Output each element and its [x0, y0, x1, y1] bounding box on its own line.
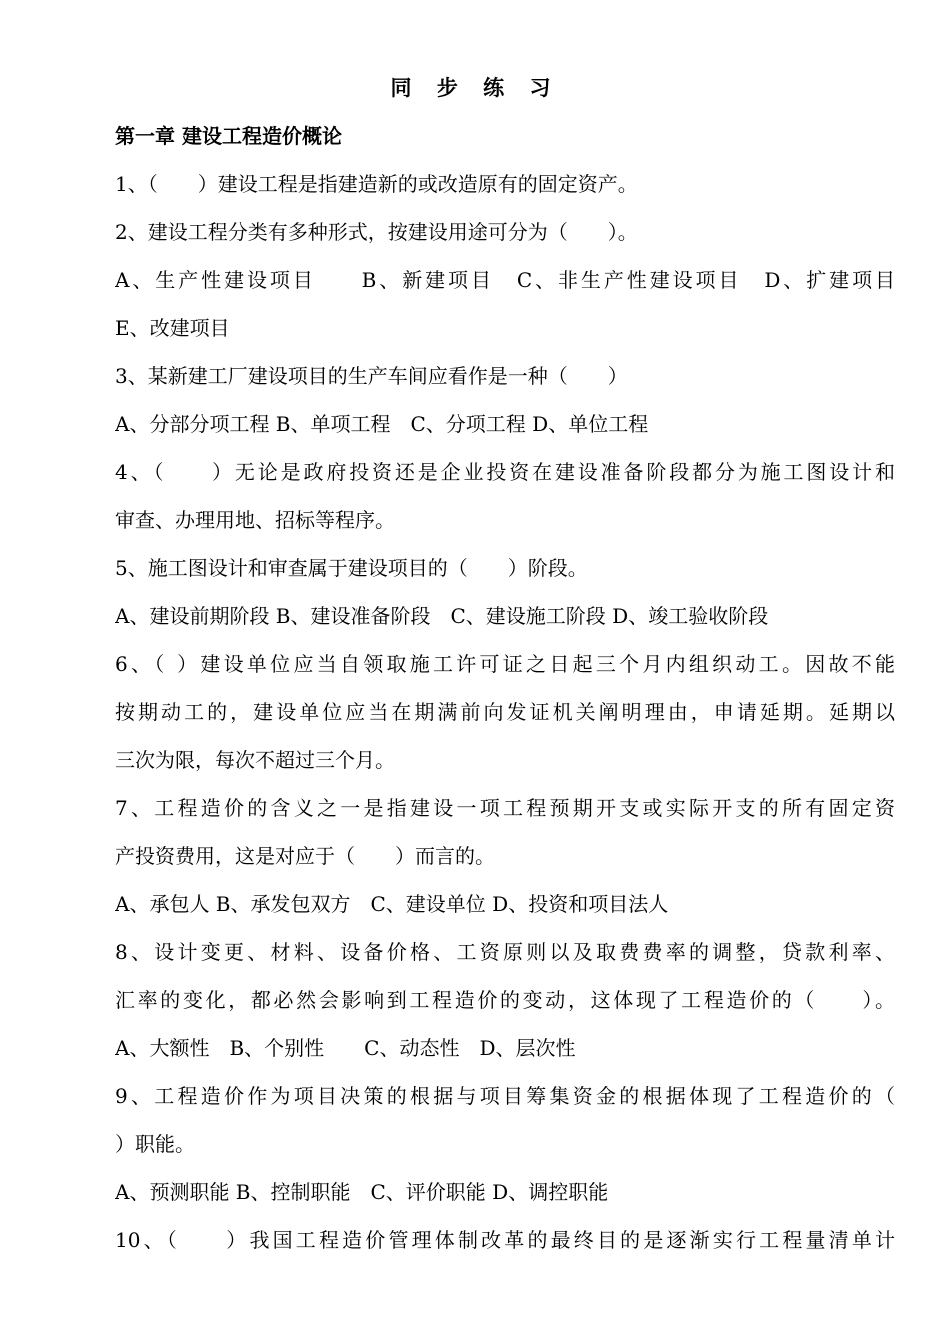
question-6-cont-2: 三次为限，每次不超过三个月。 [115, 748, 395, 772]
question-6: 6、（ ）建设单位应当自领取施工许可证之日起三个月内组织动工。因故不能 [115, 652, 895, 676]
question-8-cont: 汇率的变化，都必然会影响到工程造价的变动，这体现了工程造价的（ ）。 [115, 988, 895, 1012]
question-2: 2、建设工程分类有多种形式，按建设用途可分为（ ）。 [115, 220, 638, 244]
question-2-options-cont: E、改建项目 [115, 316, 230, 340]
question-6-cont: 按期动工的，建设单位应当在期满前向发证机关阐明理由，申请延期。延期以 [115, 700, 895, 724]
question-3: 3、某新建工厂建设项目的生产车间应看作是一种（ ） [115, 364, 628, 388]
question-9-options: A、预测职能 B、控制职能 C、评价职能 D、调控职能 [115, 1180, 609, 1204]
question-4: 4、（ ）无论是政府投资还是企业投资在建设准备阶段都分为施工图设计和 [115, 460, 895, 484]
question-10: 10、（ ）我国工程造价管理体制改革的最终目的是逐渐实行工程量清单计 [115, 1228, 895, 1252]
question-8-options: A、大额性 B、个别性 C、动态性 D、层次性 [115, 1036, 576, 1060]
question-8: 8、设计变更、材料、设备价格、工资原则以及取费费率的调整，贷款利率、 [115, 940, 895, 964]
question-2-options: A、生产性建设项目 B、新建项目 C、非生产性建设项目 D、扩建项目 [115, 268, 895, 292]
question-5-options: A、建设前期阶段 B、建设准备阶段 C、建设施工阶段 D、竣工验收阶段 [115, 604, 769, 628]
chapter-heading: 第一章 建设工程造价概论 [115, 124, 342, 148]
question-7-cont: 产投资费用，这是对应于（ ）而言的。 [115, 844, 495, 868]
question-3-options: A、分部分项工程 B、单项工程 C、分项工程 D、单位工程 [115, 412, 649, 436]
question-4-cont: 审查、办理用地、招标等程序。 [115, 508, 395, 532]
question-9: 9、工程造价作为项目决策的根据与项目筹集资金的根据体现了工程造价的（ [115, 1084, 895, 1108]
question-9-cont: ）职能。 [115, 1132, 195, 1156]
page-title: 同 步 练 习 [390, 75, 560, 100]
question-7: 7、工程造价的含义之一是指建设一项工程预期开支或实际开支的所有固定资 [115, 796, 895, 820]
question-1: 1、（ ）建设工程是指建造新的或改造原有的固定资产。 [115, 172, 638, 196]
question-5: 5、施工图设计和审查属于建设项目的（ ）阶段。 [115, 556, 588, 580]
question-7-options: A、承包人 B、承发包双方 C、建设单位 D、投资和项目法人 [115, 892, 669, 916]
